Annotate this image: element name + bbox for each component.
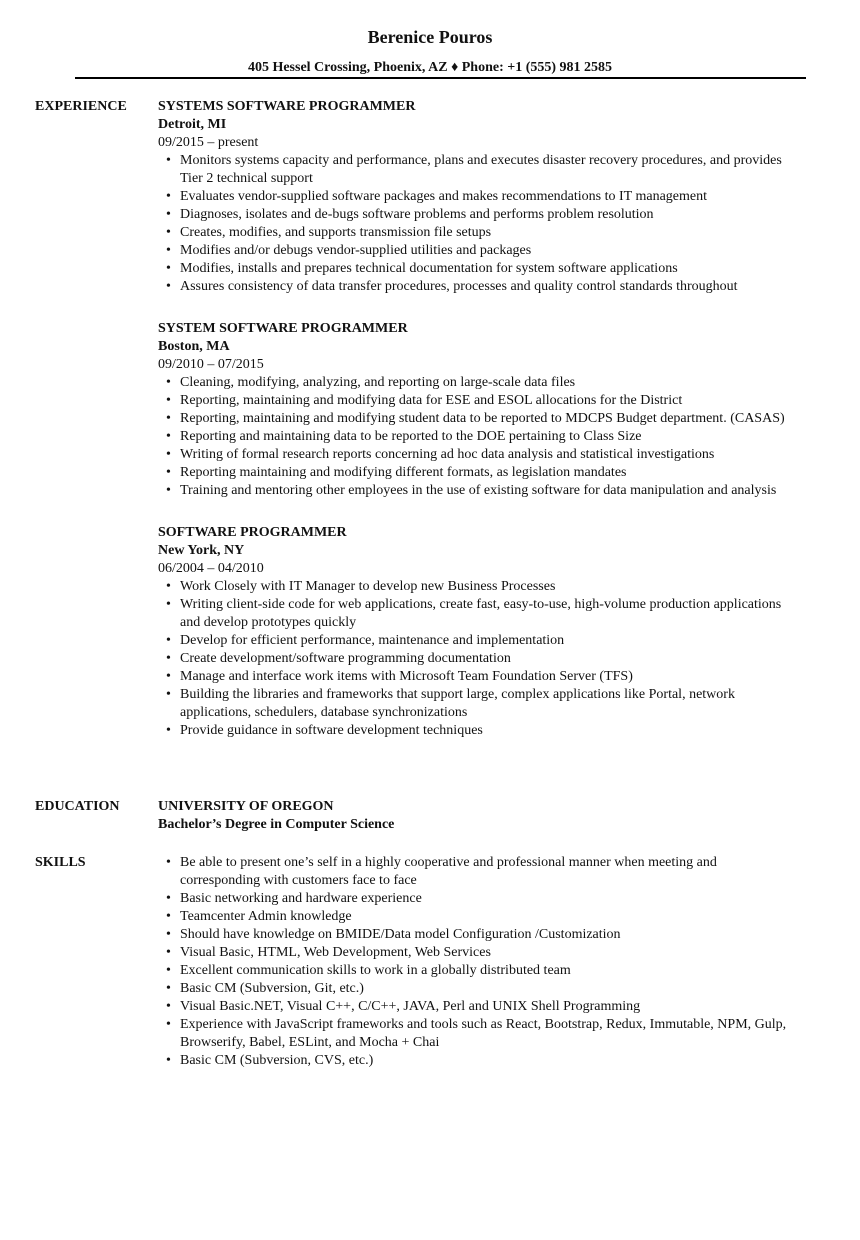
contact-line: 405 Hessel Crossing, Phoenix, AZ ♦ Phone: +1 (555) 981 2585 xyxy=(247,60,613,75)
bullet-item: • Provide guidance in software development techniques xyxy=(158,722,798,740)
bullet-item: • Monitors systems capacity and performance, plans and executes disaster recovery procedures, and provides Tier 2 technical support xyxy=(158,152,798,188)
bullet-item: • Writing of formal research reports concerning ad hoc data analysis and statistical investigations xyxy=(158,446,798,464)
school-name: UNIVERSITY OF OREGON xyxy=(158,799,334,814)
skill-item: • Basic CM (Subversion, CVS, etc.) xyxy=(158,1052,798,1070)
bullet-item: • Diagnoses, isolates and de-bugs software problems and performs problem resolution xyxy=(158,206,798,224)
bullet-item: • Creates, modifies, and supports transmission file setups xyxy=(158,224,798,242)
bullet-item: • Reporting, maintaining and modifying data for ESE and ESOL allocations for the District xyxy=(158,392,798,410)
job-dates: 09/2010 – 07/2015 xyxy=(158,357,264,372)
skill-item: • Teamcenter Admin knowledge xyxy=(158,908,798,926)
bullet-item: • Reporting, maintaining and modifying student data to be reported to MDCPS Budget department. (CASAS) xyxy=(158,410,798,428)
bullet-item: • Modifies and/or debugs vendor-supplied utilities and packages xyxy=(158,242,798,260)
degree: Bachelor’s Degree in Computer Science xyxy=(158,817,395,832)
bullet-item: • Create development/software programming documentation xyxy=(158,650,798,668)
skill-item: • Visual Basic.NET, Visual C++, C/C++, JAVA, Perl and UNIX Shell Programming xyxy=(158,998,798,1016)
section-label: EDUCATION xyxy=(35,799,120,814)
header-divider xyxy=(75,77,806,79)
bullet-item: • Reporting and maintaining data to be reported to the DOE pertaining to Class Size xyxy=(158,428,798,446)
job-dates: 09/2015 – present xyxy=(158,135,259,150)
job-title: SYSTEMS SOFTWARE PROGRAMMER xyxy=(158,99,416,114)
bullet-item: • Develop for efficient performance, maintenance and implementation xyxy=(158,632,798,650)
skill-item: • Basic networking and hardware experience xyxy=(158,890,798,908)
bullet-item: • Writing client-side code for web applications, create fast, easy-to-use, high-volume production applications and develop prototypes quickly xyxy=(158,596,798,632)
skills-list xyxy=(158,854,798,1070)
bullet-item: • Assures consistency of data transfer procedures, processes and quality control standards throughout xyxy=(158,278,798,296)
section-label: SKILLS xyxy=(35,855,86,870)
skill-item: • Basic CM (Subversion, Git, etc.) xyxy=(158,980,798,998)
bullet-item: • Work Closely with IT Manager to develop new Business Processes xyxy=(158,578,798,596)
skill-item: • Visual Basic, HTML, Web Development, Web Services xyxy=(158,944,798,962)
job-title: SYSTEM SOFTWARE PROGRAMMER xyxy=(158,321,408,336)
job-location: Detroit, MI xyxy=(158,117,227,132)
experience-list xyxy=(158,98,798,764)
bullet-item: • Evaluates vendor-supplied software packages and makes recommendations to IT management xyxy=(158,188,798,206)
skill-item: • Experience with JavaScript frameworks and tools such as React, Bootstrap, Redux, Immutable, NPM, Gulp, Browserify, Babel, ESLint, and Mocha + Chai xyxy=(158,1016,798,1052)
bullet-item: • Cleaning, modifying, analyzing, and reporting on large-scale data files xyxy=(158,374,798,392)
skill-item: • Be able to present one’s self in a highly cooperative and professional manner when meeting and corresponding with customers face to face xyxy=(158,854,798,890)
job-title: SOFTWARE PROGRAMMER xyxy=(158,525,347,540)
job-entry xyxy=(158,98,798,296)
bullet-item: • Reporting maintaining and modifying different formats, as legislation mandates xyxy=(158,464,798,482)
job-bullets xyxy=(158,578,798,740)
job-bullets xyxy=(158,152,798,296)
job-location: New York, NY xyxy=(158,543,245,558)
skill-item: • Should have knowledge on BMIDE/Data model Configuration /Customization xyxy=(158,926,798,944)
bullet-item: • Modifies, installs and prepares technical documentation for system software applications xyxy=(158,260,798,278)
section-label: EXPERIENCE xyxy=(35,99,127,114)
job-entry xyxy=(158,320,798,500)
job-entry xyxy=(158,524,798,740)
job-location: Boston, MA xyxy=(158,339,230,354)
bullet-item: • Training and mentoring other employees in the use of existing software for data manipulation and analysis xyxy=(158,482,798,500)
skill-item: • Excellent communication skills to work in a globally distributed team xyxy=(158,962,798,980)
candidate-name: Berenice Pouros xyxy=(367,27,493,47)
bullet-item: • Manage and interface work items with Microsoft Team Foundation Server (TFS) xyxy=(158,668,798,686)
job-bullets xyxy=(158,374,798,500)
bullet-item: • Building the libraries and frameworks that support large, complex applications like Portal, network applications, schedulers, database synchronizations xyxy=(158,686,798,722)
job-dates: 06/2004 – 04/2010 xyxy=(158,561,264,576)
